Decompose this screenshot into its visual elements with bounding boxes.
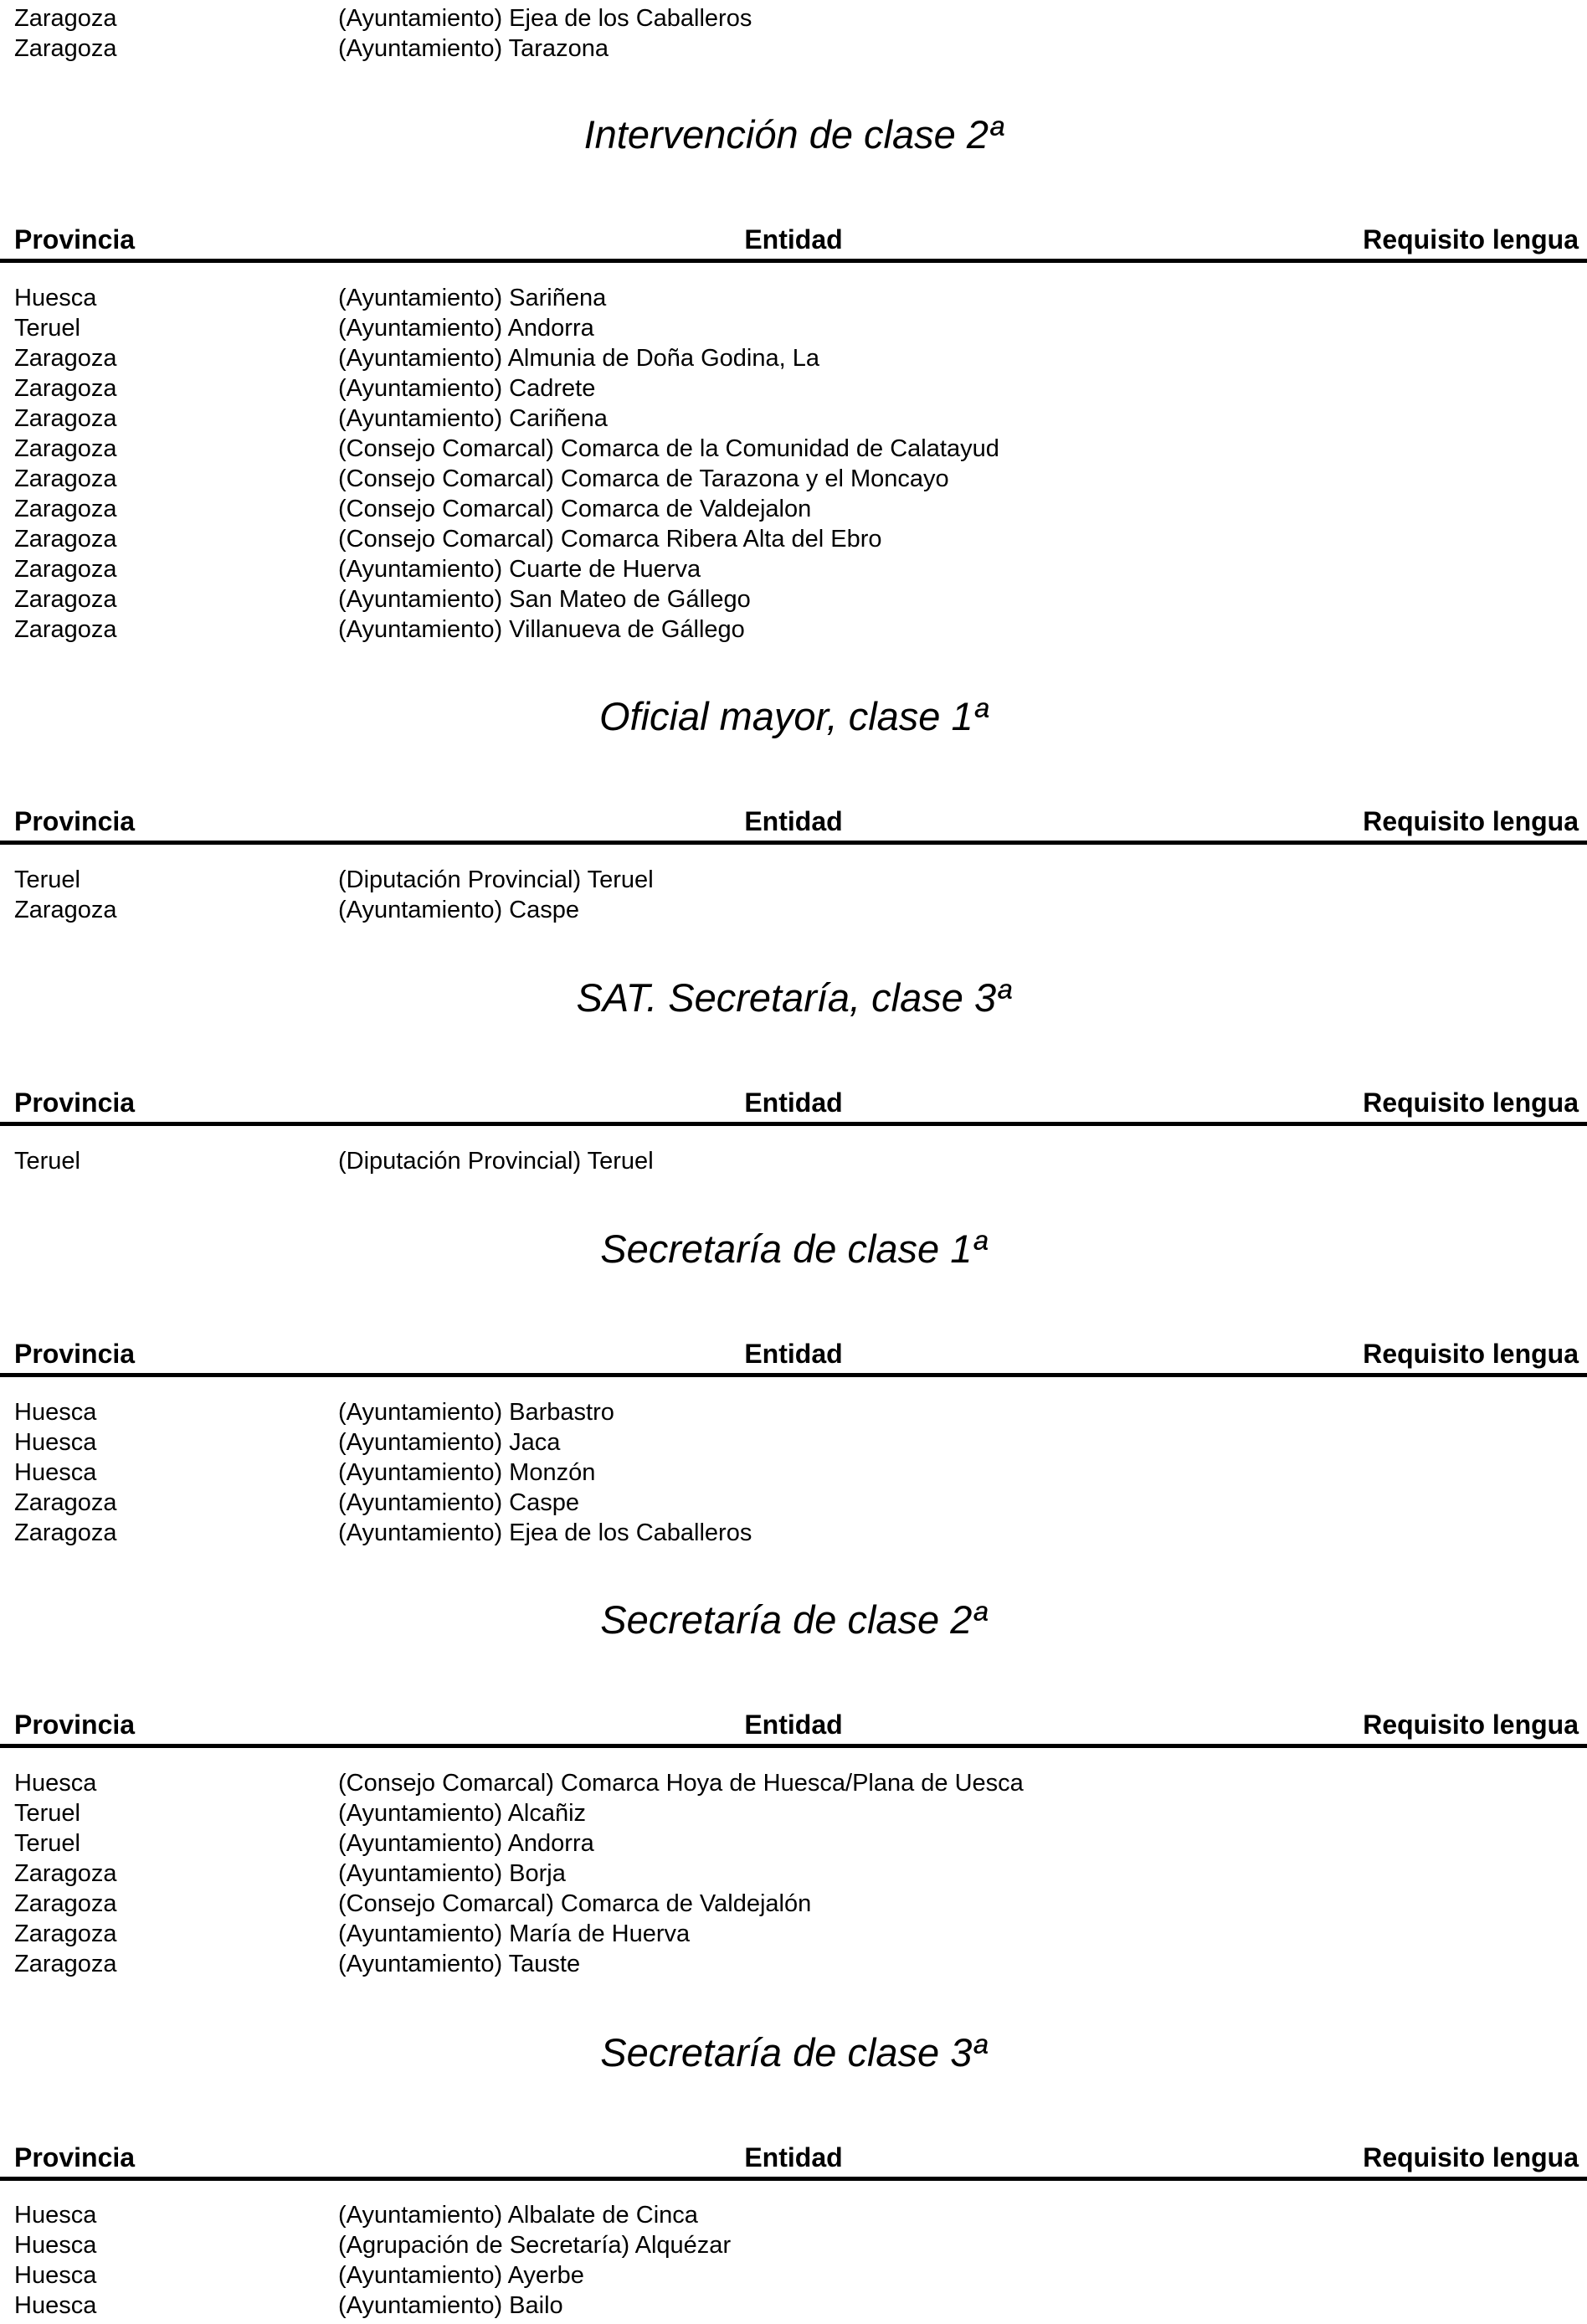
table-row xyxy=(0,1146,1587,1176)
entidad-cell: (Ayuntamiento) Cariñena xyxy=(338,405,608,432)
header-entidad: Entidad xyxy=(744,2142,843,2172)
provincia-cell: Zaragoza xyxy=(14,897,117,923)
provincia-cell: Huesca xyxy=(14,2292,97,2319)
entidad-cell: (Ayuntamiento) Monzón xyxy=(338,1459,596,1486)
header-requisito-lengua: Requisito lengua xyxy=(1363,224,1579,255)
table-row xyxy=(0,1397,1587,1427)
table-row xyxy=(0,2230,1587,2260)
table-row xyxy=(0,554,1587,584)
provincia-cell: Huesca xyxy=(14,2202,97,2229)
header-entidad: Entidad xyxy=(744,1087,843,1118)
entidad-cell: (Ayuntamiento) Almunia de Doña Godina, La xyxy=(338,345,819,372)
table-row xyxy=(0,343,1587,373)
table-row xyxy=(0,2291,1587,2321)
header-requisito-lengua: Requisito lengua xyxy=(1363,806,1579,836)
table-row xyxy=(0,584,1587,614)
table-header xyxy=(0,2137,1587,2177)
provincia-cell: Zaragoza xyxy=(14,1860,117,1887)
provincia-cell: Teruel xyxy=(14,866,80,893)
entidad-cell: (Consejo Comarcal) Comarca de la Comunidad de Calatayud xyxy=(338,435,999,462)
entidad-cell: (Consejo Comarcal) Comarca de Valdejalon xyxy=(338,496,812,522)
entidad-cell: (Diputación Provincial) Teruel xyxy=(338,866,654,893)
header-provincia: Provincia xyxy=(14,1087,136,1118)
table-header xyxy=(0,1082,1587,1123)
header-provincia: Provincia xyxy=(14,224,136,255)
header-provincia: Provincia xyxy=(14,806,136,836)
table-row xyxy=(0,404,1587,434)
provincia-cell: Teruel xyxy=(14,1148,80,1175)
table-row xyxy=(0,614,1587,645)
provincia-cell: Zaragoza xyxy=(14,616,117,643)
table-header xyxy=(0,1334,1587,1374)
header-provincia: Provincia xyxy=(14,2142,136,2172)
provincia-cell: Zaragoza xyxy=(14,375,117,402)
table-header xyxy=(0,219,1587,260)
entidad-cell: (Ayuntamiento) Villanueva de Gállego xyxy=(338,616,745,643)
entidad-cell: (Consejo Comarcal) Comarca Ribera Alta del Ebro xyxy=(338,526,882,553)
table-header xyxy=(0,1704,1587,1745)
table-row xyxy=(0,1859,1587,1889)
table-row xyxy=(0,1949,1587,1979)
header-entidad: Entidad xyxy=(744,1710,843,1740)
entidad-cell: (Consejo Comarcal) Comarca Hoya de Huesca/Plana de Uesca xyxy=(338,1770,1024,1797)
entidad-cell: (Ayuntamiento) Alcañiz xyxy=(338,1800,587,1827)
header-requisito-lengua: Requisito lengua xyxy=(1363,2142,1579,2172)
table-row xyxy=(0,2260,1587,2291)
section-title: Secretaría de clase 1ª xyxy=(600,1226,987,1271)
table-row xyxy=(0,1458,1587,1488)
header-requisito-lengua: Requisito lengua xyxy=(1363,1710,1579,1740)
header-rule xyxy=(0,1373,1587,1377)
header-rule xyxy=(0,841,1587,845)
table-row xyxy=(0,283,1587,313)
entidad-cell: (Ayuntamiento) Tarazona xyxy=(338,35,609,62)
provincia-cell: Zaragoza xyxy=(14,345,117,372)
entidad-cell: (Ayuntamiento) Bailo xyxy=(338,2292,563,2319)
section-rows xyxy=(0,865,1587,925)
table-row xyxy=(0,33,1587,64)
provincia-cell: Zaragoza xyxy=(14,1519,117,1546)
section-rows xyxy=(0,1768,1587,1979)
table-row xyxy=(0,895,1587,925)
table-row xyxy=(0,1889,1587,1919)
header-rule xyxy=(0,1744,1587,1748)
entidad-cell: (Ayuntamiento) Ejea de los Caballeros xyxy=(338,5,752,32)
entidad-cell: (Ayuntamiento) Sariñena xyxy=(338,285,607,311)
entidad-cell: (Ayuntamiento) Ayerbe xyxy=(338,2262,584,2289)
entidad-cell: (Ayuntamiento) Caspe xyxy=(338,897,580,923)
provincia-cell: Zaragoza xyxy=(14,496,117,522)
provincia-cell: Huesca xyxy=(14,285,97,311)
header-requisito-lengua: Requisito lengua xyxy=(1363,1087,1579,1118)
table-row xyxy=(0,3,1587,33)
table-row xyxy=(0,464,1587,494)
table-row xyxy=(0,1828,1587,1859)
table-row xyxy=(0,373,1587,404)
provincia-cell: Zaragoza xyxy=(14,1951,117,1977)
provincia-cell: Zaragoza xyxy=(14,435,117,462)
header-rule xyxy=(0,1122,1587,1126)
entidad-cell: (Ayuntamiento) Andorra xyxy=(338,315,594,342)
section-rows xyxy=(0,1397,1587,1548)
section-rows xyxy=(0,283,1587,645)
table-row xyxy=(0,865,1587,895)
header-provincia: Provincia xyxy=(14,1339,136,1369)
provincia-cell: Teruel xyxy=(14,1800,80,1827)
section-title: Secretaría de clase 2ª xyxy=(600,1597,987,1642)
entidad-cell: (Ayuntamiento) Andorra xyxy=(338,1830,594,1857)
entidad-cell: (Ayuntamiento) San Mateo de Gállego xyxy=(338,586,751,613)
section-title: Intervención de clase 2ª xyxy=(583,112,1004,157)
provincia-cell: Zaragoza xyxy=(14,1920,117,1947)
provincia-cell: Huesca xyxy=(14,1429,97,1456)
entidad-cell: (Consejo Comarcal) Comarca de Tarazona y el Moncayo xyxy=(338,465,949,492)
table-row xyxy=(0,1919,1587,1949)
provincia-cell: Teruel xyxy=(14,315,80,342)
provincia-cell: Zaragoza xyxy=(14,586,117,613)
table-header xyxy=(0,801,1587,841)
entidad-cell: (Ayuntamiento) Borja xyxy=(338,1860,566,1887)
entidad-cell: (Consejo Comarcal) Comarca de Valdejalón xyxy=(338,1890,812,1917)
provincia-cell: Huesca xyxy=(14,1399,97,1426)
table-row xyxy=(0,313,1587,343)
provincia-cell: Zaragoza xyxy=(14,1489,117,1516)
header-rule xyxy=(0,2177,1587,2181)
provincia-cell: Zaragoza xyxy=(14,35,117,62)
provincia-cell: Zaragoza xyxy=(14,405,117,432)
header-entidad: Entidad xyxy=(744,1339,843,1369)
section-title: Oficial mayor, clase 1ª xyxy=(598,694,989,738)
header-entidad: Entidad xyxy=(744,224,843,255)
header-provincia: Provincia xyxy=(14,1710,136,1740)
provincia-cell: Zaragoza xyxy=(14,556,117,583)
entidad-cell: (Ayuntamiento) Jaca xyxy=(338,1429,561,1456)
provincia-cell: Huesca xyxy=(14,2232,97,2259)
provincia-cell: Huesca xyxy=(14,2262,97,2289)
entidad-cell: (Ayuntamiento) María de Huerva xyxy=(338,1920,691,1947)
entidad-cell: (Ayuntamiento) Tauste xyxy=(338,1951,581,1977)
section-rows xyxy=(0,2200,1587,2321)
entidad-cell: (Ayuntamiento) Barbastro xyxy=(338,1399,614,1426)
section-title: Secretaría de clase 3ª xyxy=(600,2030,987,2075)
table-row xyxy=(0,524,1587,554)
provincia-cell: Teruel xyxy=(14,1830,80,1857)
entidad-cell: (Ayuntamiento) Cuarte de Huerva xyxy=(338,556,701,583)
entidad-cell: (Ayuntamiento) Cadrete xyxy=(338,375,596,402)
provincia-cell: Zaragoza xyxy=(14,465,117,492)
table-row xyxy=(0,1488,1587,1518)
provincia-cell: Huesca xyxy=(14,1459,97,1486)
table-row xyxy=(0,2200,1587,2230)
entidad-cell: (Agrupación de Secretaría) Alquézar xyxy=(338,2232,732,2259)
entidad-cell: (Ayuntamiento) Albalate de Cinca xyxy=(338,2202,698,2229)
table-row xyxy=(0,1798,1587,1828)
provincia-cell: Zaragoza xyxy=(14,5,117,32)
table-row xyxy=(0,494,1587,524)
entidad-cell: (Diputación Provincial) Teruel xyxy=(338,1148,654,1175)
entidad-cell: (Ayuntamiento) Ejea de los Caballeros xyxy=(338,1519,752,1546)
header-entidad: Entidad xyxy=(744,806,843,836)
header-rule xyxy=(0,259,1587,263)
entidad-cell: (Ayuntamiento) Caspe xyxy=(338,1489,580,1516)
provincia-cell: Zaragoza xyxy=(14,1890,117,1917)
header-requisito-lengua: Requisito lengua xyxy=(1363,1339,1579,1369)
provincia-cell: Zaragoza xyxy=(14,526,117,553)
table-row xyxy=(0,434,1587,464)
provincia-cell: Huesca xyxy=(14,1770,97,1797)
continuation-rows xyxy=(0,3,1587,64)
section-title: SAT. Secretaría, clase 3ª xyxy=(576,975,1011,1020)
table-row xyxy=(0,1768,1587,1798)
table-row xyxy=(0,1427,1587,1458)
table-row xyxy=(0,1518,1587,1548)
section-rows xyxy=(0,1146,1587,1176)
